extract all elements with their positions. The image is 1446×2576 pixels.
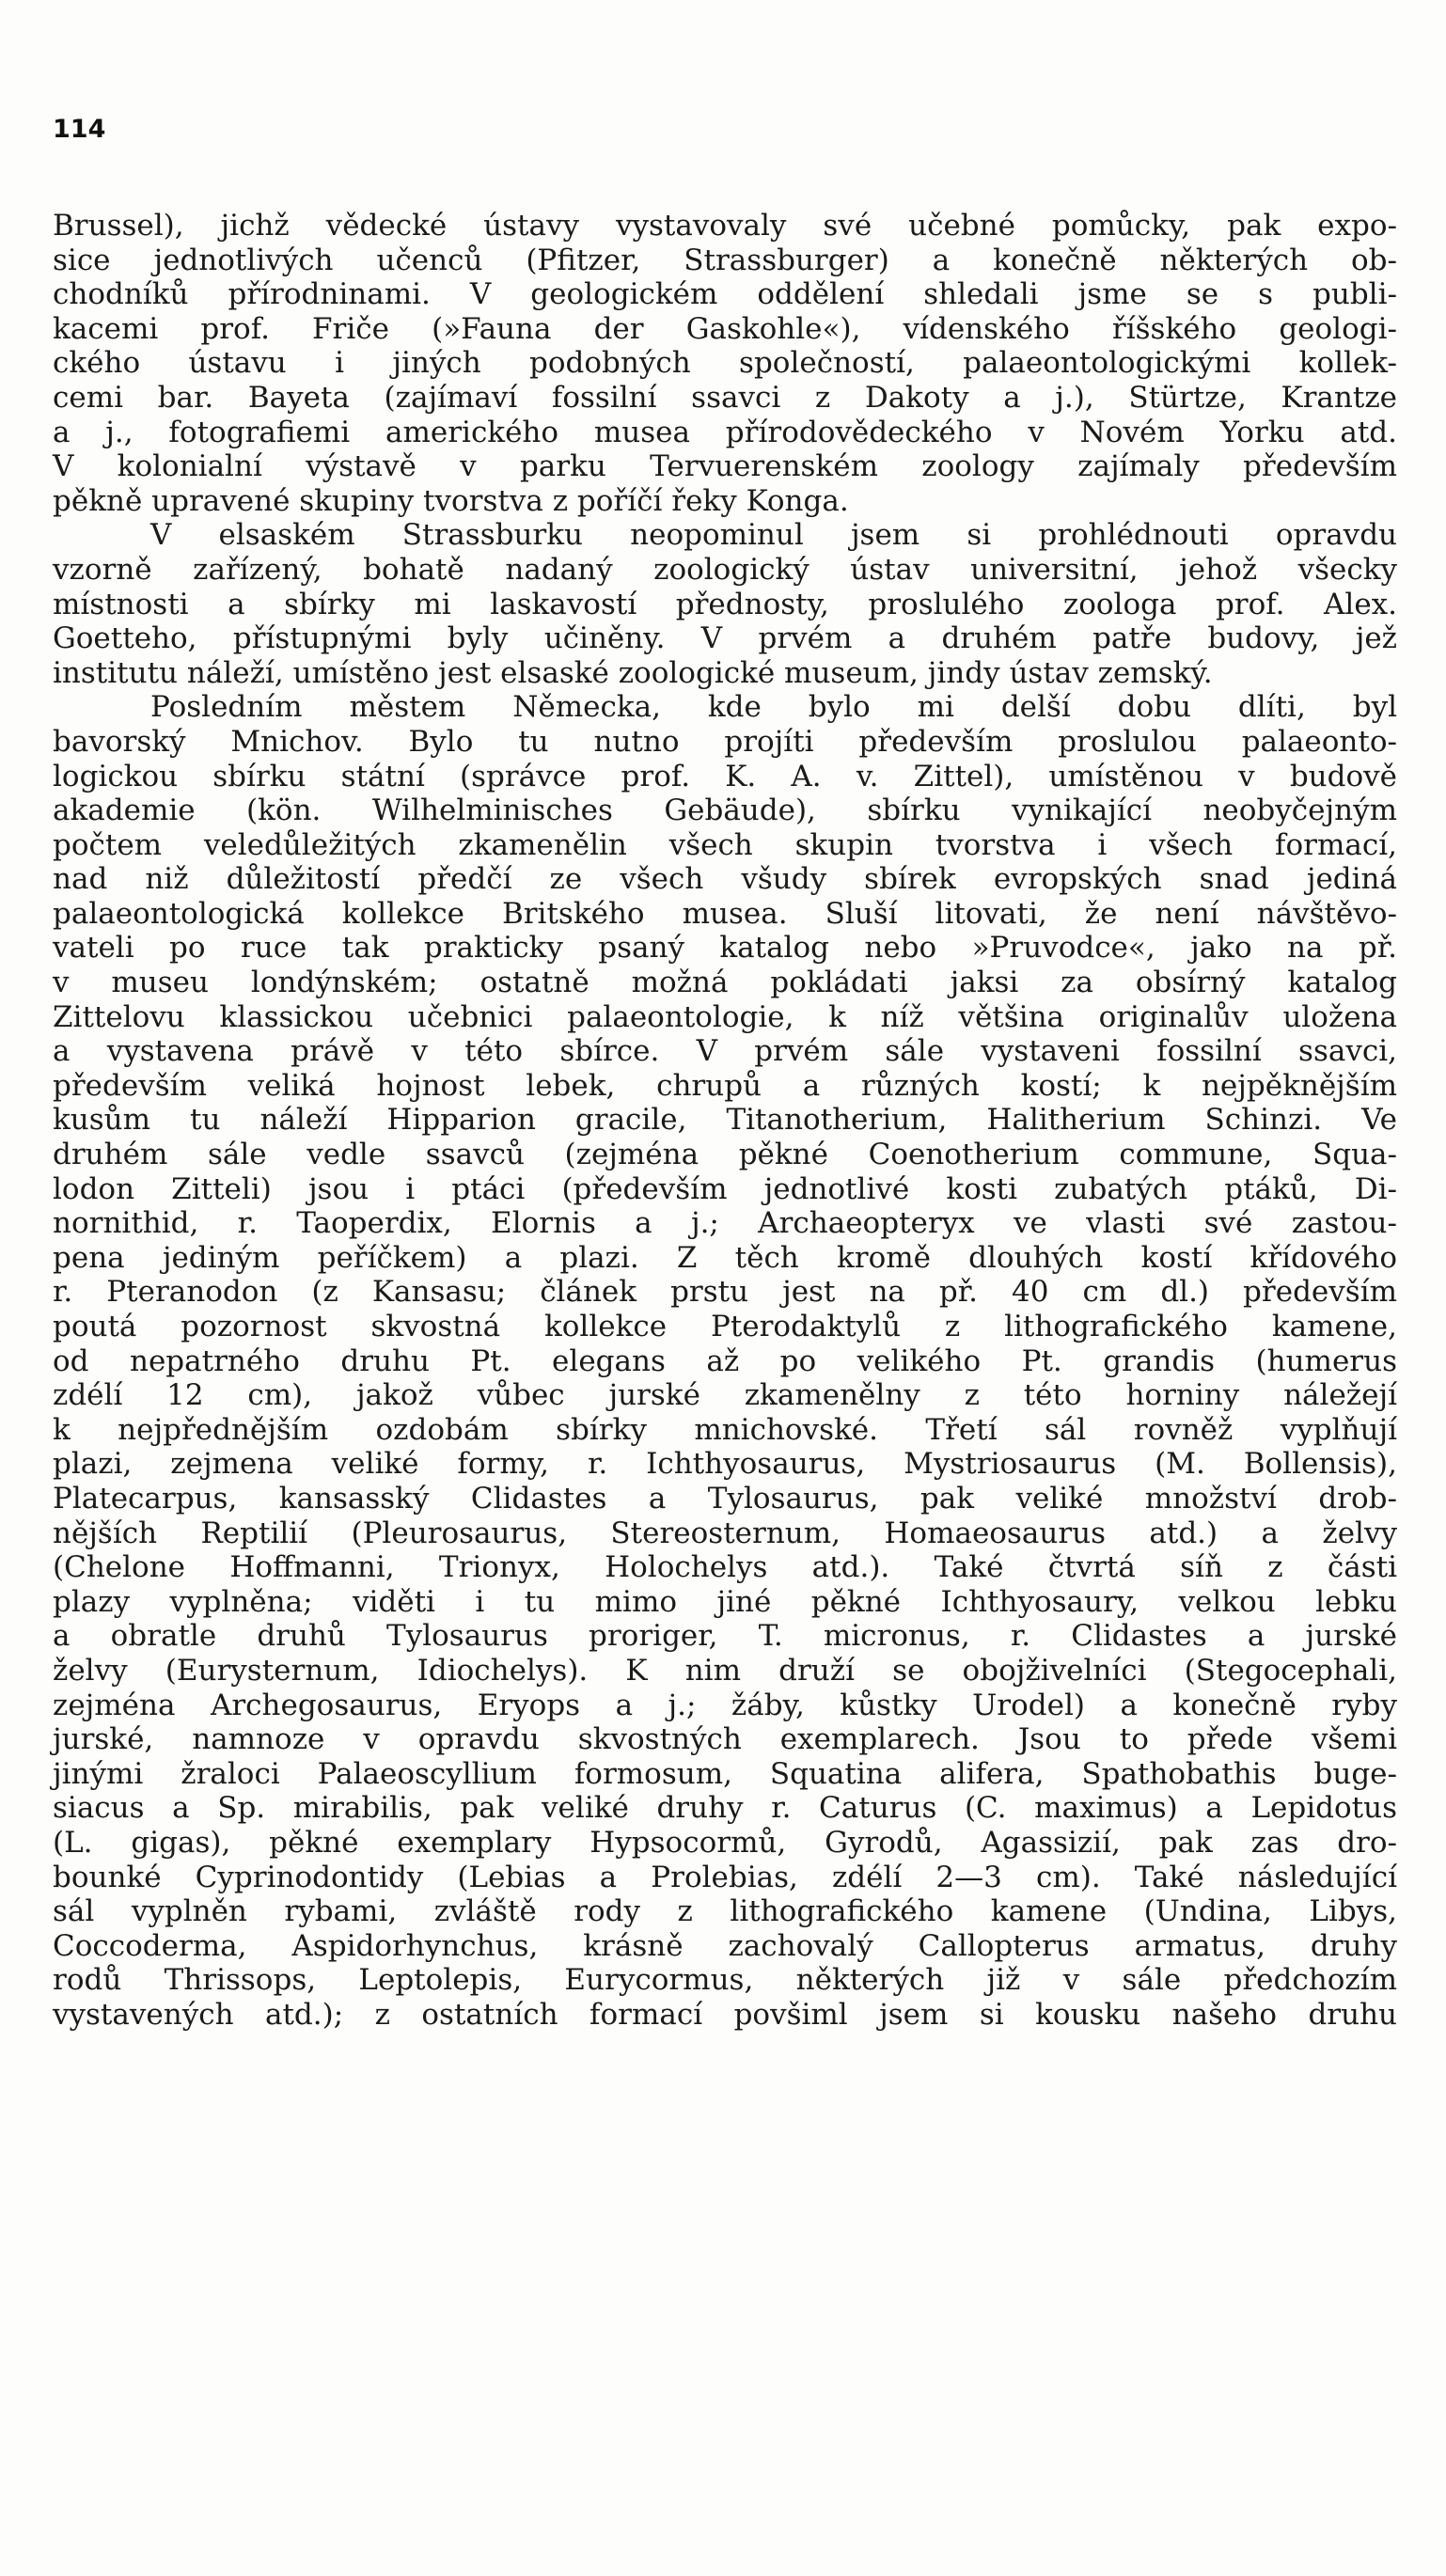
text-line: (L. gigas), pěkné exemplary Hypsocormů, Gyrodů, Agassizií, pak zas dro-: [53, 1825, 1397, 1860]
text-line: poutá pozornost skvostná kollekce Pterodaktylů z lithografického kamene,: [53, 1310, 1397, 1343]
text-line: Coccoderma, Aspidorhynchus, krásně zachovalý Callopterus armatus, druhy: [53, 1928, 1397, 1963]
text-line: kacemi prof. Friče (»Fauna der Gaskohle«), vídenského říšského geologi-: [53, 311, 1397, 346]
text-line: Platecarpus, kansasský Clidastes a Tylosaurus, pak veliké množství drob-: [53, 1481, 1397, 1516]
text-line: místnosti a sbírky mi laskavostí přednosty, proslulého zoologa prof. Alex.: [53, 587, 1397, 621]
text-line: sál vyplněn rybami, zvláště rody z lithografického kamene (Undina, Libys,: [53, 1894, 1397, 1929]
text-line: kusům tu náleží Hipparion gracile, Titanotherium, Halitherium Schinzi. Ve: [53, 1103, 1397, 1138]
text-line: chodníků přírodninami. V geologickém oddělení shledali jsme se s publi-: [53, 277, 1397, 312]
text-line: jinými žraloci Palaeoscyllium formosum, Squatina alifera, Spathobathis buge-: [53, 1756, 1397, 1791]
text-line: v museu londýnském; ostatně možná pokládati jaksi za obsírný katalog: [53, 966, 1397, 1000]
text-line: Zittelovu klassickou učebnici palaeontologie, k níž většina originalův uložena: [53, 999, 1397, 1034]
text-line: pěkně upravené skupiny tvorstva z poříčí řeky Konga.: [53, 483, 849, 518]
text-line: želvy (Eurysternum, Idiochelys). K nim druží se obojživelníci (Stegocephali,: [53, 1653, 1397, 1688]
text-line: logickou sbírku státní (správce prof. K. A. v. Zittel), umístěnou v budově: [53, 759, 1397, 793]
text-line: především veliká hojnost lebek, chrupů a různých kostí; k nejpěknějším: [53, 1068, 1397, 1103]
text-line: k nejpřednějším ozdobám sbírky mnichovské. Třetí sál rovněž vyplňují: [53, 1412, 1397, 1447]
text-line: lodon Zitteli) jsou i ptáci (především jednotlivé kosti zubatých ptáků, Di-: [53, 1171, 1397, 1206]
text-line: vzorně zařízený, bohatě nadaný zoologický ústav universitní, jehož všecky: [53, 552, 1397, 587]
text-line: palaeontologická kollekce Britského musea. Sluší litovati, že není návštěvo-: [53, 896, 1397, 931]
text-line: druhém sále vedle ssavců (zejména pěkné Coenotherium commune, Squa-: [53, 1138, 1397, 1172]
text-line: a obratle druhů Tylosaurus proriger, T. micronus, r. Clidastes a jurské: [53, 1619, 1397, 1654]
text-line: bounké Cyprinodontidy (Lebias a Prolebias, zdélí 2—3 cm). Také následující: [53, 1860, 1397, 1894]
text-line: zdélí 12 cm), jakož vůbec jurské zkamenělny z této horniny náležejí: [53, 1378, 1397, 1413]
text-line: a j., fotografiemi amerického musea přírodovědeckého v Novém Yorku atd.: [53, 415, 1397, 449]
text-line: jurské, namnoze v opravdu skvostných exemplarech. Jsou to přede všemi: [53, 1722, 1397, 1757]
text-line: od nepatrného druhu Pt. elegans až po velikého Pt. grandis (humerus: [53, 1343, 1397, 1378]
text-line: vystavených atd.); z ostatních formací povšiml jsem si kousku našeho druhu: [53, 1997, 1397, 2032]
text-line: akademie (kön. Wilhelminisches Gebäude), sbírku vynikající neobyčejným: [53, 793, 1397, 828]
text-line: r. Pteranodon (z Kansasu; článek prstu jest na př. 40 cm dl.) především: [53, 1275, 1397, 1310]
text-line: V kolonialní výstavě v parku Tervuerenském zoology zajímaly především: [53, 449, 1397, 484]
text-line: institutu náleží, umístěno jest elsaské zoologické museum, jindy ústav zemský.: [53, 655, 1213, 690]
text-line: nějších Reptilií (Pleurosaurus, Stereosternum, Homaeosaurus atd.) a želvy: [53, 1516, 1397, 1550]
text-line: zejména Archegosaurus, Eryops a j.; žáby, kůstky Urodel) a konečně ryby: [53, 1688, 1397, 1722]
text-line: siacus a Sp. mirabilis, pak veliké druhy r. Caturus (C. maximus) a Lepidotus: [53, 1791, 1397, 1826]
text-line: plazy vyplněna; viděti i tu mimo jiné pěkné Ichthyosaury, velkou lebku: [53, 1584, 1397, 1619]
text-line: (Chelone Hoffmanni, Trionyx, Holochelys atd.). Také čtvrtá síň z části: [53, 1550, 1397, 1585]
text-line: cemi bar. Bayeta (zajímaví fossilní ssavci z Dakoty a j.), Stürtze, Krantze: [53, 380, 1397, 415]
text-line: Posledním městem Německa, kde bylo mi delší dobu dlíti, byl: [150, 690, 1397, 725]
page-number: 114: [53, 115, 106, 144]
text-line: počtem veledůležitých zkamenělin všech skupin tvorstva i všech formací,: [53, 827, 1397, 862]
text-line: nornithid, r. Taoperdix, Elornis a j.; Archaeopteryx ve vlasti své zastou-: [53, 1206, 1397, 1241]
text-line: nad niž důležitostí předčí ze všech všudy sbírek evropských snad jediná: [53, 862, 1397, 897]
text-line: pena jediným peříčkem) a plazi. Z těch kromě dlouhých kostí křídového: [53, 1240, 1397, 1275]
text-line: ckého ústavu i jiných podobných společností, palaeontologickými kollek-: [53, 346, 1397, 381]
text-line: vateli po ruce tak prakticky psaný katalog nebo »Pruvodce«, jako na př.: [53, 931, 1397, 966]
text-line: Goetteho, přístupnými byly učiněny. V prvém a druhém patře budovy, jež: [53, 621, 1397, 656]
text-line: rodů Thrissops, Leptolepis, Eurycormus, některých již v sále předchozím: [53, 1963, 1397, 1998]
text-line: sice jednotlivých učenců (Pfitzer, Strassburger) a konečně některých ob-: [53, 243, 1397, 277]
text-line: bavorský Mnichov. Bylo tu nutno projíti především proslulou palaeonto-: [53, 724, 1397, 759]
text-line: a vystavena právě v této sbírce. V prvém sále vystaveni fossilní ssavci,: [53, 1034, 1397, 1069]
body-text: [53, 209, 1397, 2032]
text-line: Brussel), jichž vědecké ústavy vystavovaly své učebné pomůcky, pak expo-: [53, 209, 1397, 243]
text-line: plazi, zejmena veliké formy, r. Ichthyosaurus, Mystriosaurus (M. Bollensis),: [53, 1447, 1397, 1482]
text-line: V elsaském Strassburku neopominul jsem si prohlédnouti opravdu: [150, 518, 1397, 553]
